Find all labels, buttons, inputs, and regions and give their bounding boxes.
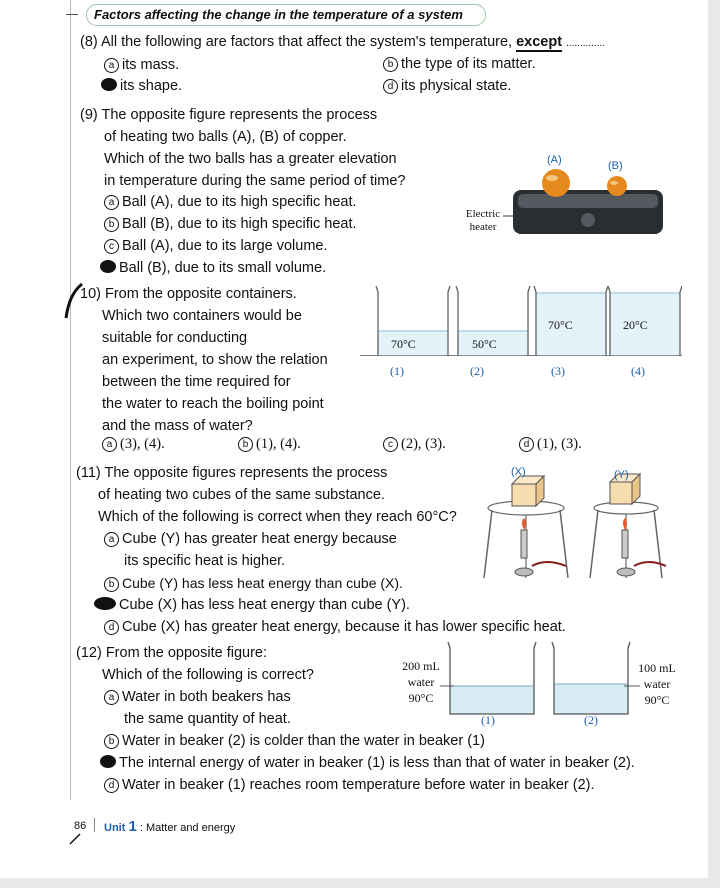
container-3-temp: 70°C <box>548 318 573 332</box>
q8-option-c-marked[interactable]: its shape. <box>101 78 182 94</box>
header-tick <box>66 14 78 15</box>
q8-option-a[interactable]: a its mass. <box>104 57 179 73</box>
container-1-temp: 70°C <box>391 337 416 351</box>
q9-option-a[interactable]: a Ball (A), due to its high specific heat. <box>104 191 357 213</box>
q10-option-a[interactable]: a (3), (4). <box>102 436 165 453</box>
cube-y <box>610 482 632 504</box>
q11-option-d[interactable]: d Cube (X) has greater heat energy, because it has lower specific heat. <box>104 616 566 638</box>
q8-option-b[interactable]: b the type of its matter. <box>383 56 536 72</box>
container-2-temp: 50°C <box>472 337 497 351</box>
pen-stroke <box>68 830 84 846</box>
q9-option-d-marked[interactable]: Ball (B), due to its small volume. <box>100 257 357 279</box>
q12-option-d[interactable]: d Water in beaker (1) reaches room temperature before water in beaker (2). <box>104 774 635 796</box>
q8-stem: (8) All the following are factors that affect the system's temperature, except .............. <box>80 34 605 50</box>
q11-option-a[interactable]: a Cube (Y) has greater heat energy because <box>104 528 566 550</box>
beaker-2-label: (2) <box>584 713 598 727</box>
q8-option-d[interactable]: d its physical state. <box>383 78 511 94</box>
stand-y <box>590 474 666 578</box>
q11-stem: (11) The opposite figures represents the process of heating two cubes of the same substance. Which of the following is correct when they reach 60°C? <box>76 465 457 525</box>
q10-option-b[interactable]: b (1), (4). <box>238 436 301 453</box>
container-4-label: (4) <box>631 364 645 378</box>
pen-stroke <box>62 280 86 320</box>
container-1-label: (1) <box>390 364 404 378</box>
stands-figure <box>476 466 676 590</box>
ball-b <box>607 176 627 196</box>
stand-x <box>484 476 568 578</box>
q12-option-c-marked[interactable]: The internal energy of water in beaker (1) is less than that of water in beaker (2). <box>100 752 635 774</box>
q12-options: a Water in both beakers has the same quantity of heat. b Water in beaker (2) is colder than the water in beaker (1) The internal energy of water in beaker (1) is less than that of water in beaker (2). d Water in beaker (1) reaches room temperature before water in beaker (2). <box>104 686 635 796</box>
q10-option-c[interactable]: c (2), (3). <box>383 436 446 453</box>
beaker-2-info: 100 mL water 90°C <box>638 661 676 707</box>
beakers-figure <box>440 638 640 718</box>
beaker-2 <box>552 642 640 714</box>
ball-b-label: (B) <box>608 160 623 172</box>
q9-options <box>104 191 357 279</box>
ball-a <box>542 169 570 197</box>
q11-options: a Cube (Y) has greater heat energy because its specific heat is higher. b Cube (Y) has less heat energy than cube (X). Cube (X) has less heat energy than cube (Y). d Cube (X) has greater heat energy, because it has lower specific heat. <box>104 528 566 638</box>
q9-stem: (9) The opposite figure represents the process of heating two balls (A), (B) of copper. Which of the two balls has a greater elevation in temperature during the same period of time? <box>80 107 406 189</box>
answer-mark <box>101 78 117 91</box>
heater-plate <box>518 194 658 208</box>
margin-line <box>70 0 71 800</box>
beaker-1-info: 200 mL water 90°C <box>402 659 440 705</box>
beaker-1 <box>440 642 536 714</box>
cube-x <box>512 484 536 506</box>
answer-mark <box>100 260 116 273</box>
page-number: 86 <box>74 820 87 832</box>
container-3-label: (3) <box>551 364 565 378</box>
beaker-1-label: (1) <box>481 713 495 727</box>
heater-label: Electric heater <box>465 208 501 233</box>
ball-a-label: (A) <box>547 154 562 166</box>
q11-option-b[interactable]: b Cube (Y) has less heat energy than cube (X). <box>104 572 566 594</box>
q9-option-c[interactable]: c Ball (A), due to its large volume. <box>104 235 357 257</box>
heater-knob <box>581 213 595 227</box>
q12-option-b[interactable]: b Water in beaker (2) is colder than the water in beaker (1) <box>104 730 635 752</box>
q8-except: except <box>516 34 563 50</box>
q10-option-d[interactable]: d (1), (3). <box>519 436 582 453</box>
footer-unit: Unit 1 : Matter and energy <box>104 818 236 835</box>
container-2-label: (2) <box>470 364 484 378</box>
cube-x-label: (X) <box>511 466 526 478</box>
q12-option-a[interactable]: a Water in both beakers has <box>104 686 635 708</box>
q12-stem: (12) From the opposite figure: Which of the following is correct? <box>76 645 314 683</box>
answer-mark <box>94 597 116 610</box>
section-title: Factors affecting the change in the temperature of a system <box>94 7 463 22</box>
q10-stem: 10) From the opposite containers. Which two containers would be suitable for conducting an experiment, to show the relation between the time required for the water to reach the boiling point and the mass of water? <box>80 286 328 434</box>
q9-option-b[interactable]: b Ball (B), due to its high specific heat. <box>104 213 357 235</box>
q11-option-c-marked[interactable]: Cube (X) has less heat energy than cube (Y). <box>94 594 566 616</box>
cube-y-label: (Y) <box>614 469 629 481</box>
container-4-temp: 20°C <box>623 318 648 332</box>
answer-mark <box>100 755 116 768</box>
